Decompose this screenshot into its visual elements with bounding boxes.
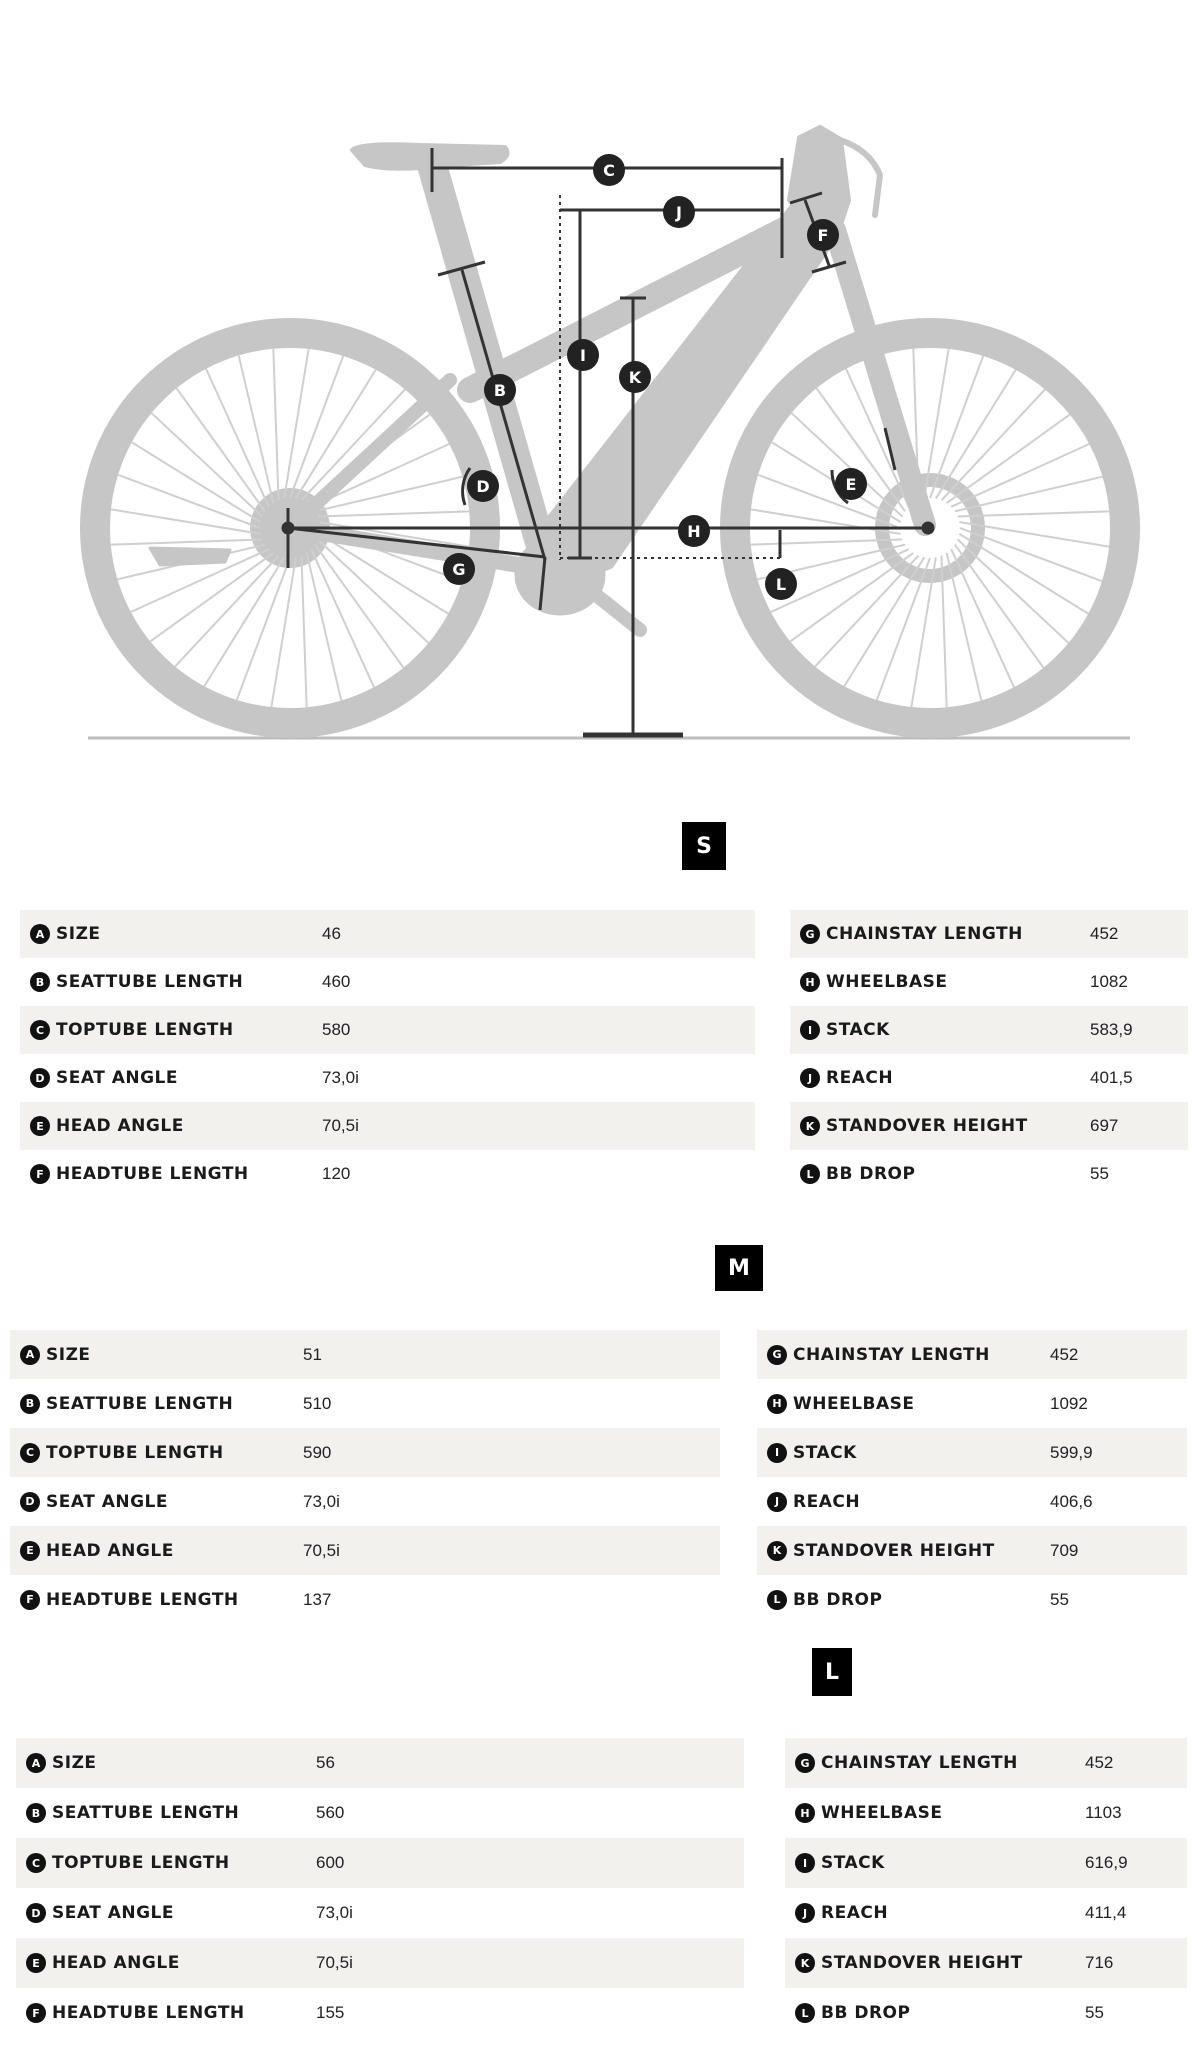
measure-letter-icon: I: [800, 1020, 820, 1040]
measure-letter-icon: H: [767, 1394, 787, 1414]
measure-value: 51: [303, 1344, 322, 1364]
measure-label: SEAT ANGLE: [46, 1491, 168, 1512]
geometry-row: [10, 1330, 720, 1379]
measure-label: STACK: [793, 1442, 857, 1463]
measure-label: SIZE: [56, 924, 101, 944]
measure-value: 73,0i: [322, 1068, 359, 1087]
wheel-spoke: [111, 539, 263, 544]
wheel-spoke: [111, 509, 261, 533]
measure-letter-icon: I: [767, 1443, 787, 1463]
geometry-row: [10, 1575, 720, 1624]
geometry-row: [10, 1379, 720, 1428]
geometry-row: [16, 1938, 744, 1988]
measure-value: 73,0i: [303, 1491, 340, 1511]
wheel-spoke: [758, 475, 900, 528]
wheel-spoke: [951, 549, 1014, 687]
wheel-spoke: [318, 511, 470, 516]
measure-value: 1082: [1090, 972, 1128, 991]
measure-value: 580: [322, 1020, 351, 1039]
measure-value: 590: [303, 1442, 332, 1462]
measure-letter-icon: A: [30, 924, 50, 944]
measure-value: 120: [322, 1164, 351, 1183]
measure-label: WHEELBASE: [793, 1393, 915, 1414]
measure-label: REACH: [793, 1491, 861, 1512]
measure-value: 616,9: [1085, 1853, 1128, 1872]
measure-value: 697: [1090, 1116, 1119, 1135]
measure-letter-icon: A: [20, 1345, 40, 1365]
measure-label: TOPTUBE LENGTH: [46, 1442, 224, 1463]
measure-letter-icon: G: [800, 924, 820, 944]
measure-letter-icon: B: [26, 1803, 46, 1823]
measure-value: 406,6: [1050, 1491, 1093, 1511]
marker-l-label: L: [775, 575, 787, 594]
geometry-row: [757, 1477, 1187, 1526]
wheel-spoke: [951, 444, 1089, 507]
measure-value: 716: [1085, 1953, 1114, 1972]
measure-value: 510: [303, 1393, 332, 1413]
measure-label: TOPTUBE LENGTH: [56, 1020, 234, 1040]
size-badge-s[interactable]: S: [682, 822, 726, 870]
measure-letter-icon: E: [30, 1116, 50, 1136]
measure-label: BB DROP: [826, 1164, 916, 1184]
measure-letter-icon: F: [30, 1164, 50, 1184]
geometry-table-right: [757, 1330, 1187, 1624]
geometry-row: [757, 1379, 1187, 1428]
measure-letter-icon: G: [767, 1345, 787, 1365]
measure-label: STANDOVER HEIGHT: [821, 1953, 1023, 1973]
marker-f-label: F: [817, 226, 829, 245]
measure-value: 1103: [1085, 1803, 1122, 1822]
geometry-row: [785, 1938, 1187, 1988]
measure-label: CHAINSTAY LENGTH: [826, 924, 1023, 944]
measure-letter-icon: J: [767, 1492, 787, 1512]
measure-label: SEATTUBE LENGTH: [52, 1803, 240, 1823]
measure-letter-icon: B: [20, 1394, 40, 1414]
measure-label: SEAT ANGLE: [52, 1903, 174, 1923]
measure-value: 56: [316, 1753, 335, 1772]
measure-letter-icon: F: [26, 2003, 46, 2023]
measure-letter-icon: K: [767, 1541, 787, 1561]
marker-k-label: K: [628, 368, 642, 387]
geometry-row: [20, 1006, 755, 1054]
measure-letter-icon: A: [26, 1753, 46, 1773]
measure-letter-icon: D: [30, 1068, 50, 1088]
measure-label: TOPTUBE LENGTH: [52, 1853, 230, 1873]
geometry-row: [757, 1526, 1187, 1575]
measure-letter-icon: I: [795, 1853, 815, 1873]
marker-i-label: I: [580, 346, 586, 365]
measure-value: 73,0i: [316, 1903, 353, 1922]
measure-label: SIZE: [46, 1344, 91, 1365]
measure-letter-icon: L: [800, 1164, 820, 1184]
marker-b-label: B: [493, 381, 507, 400]
wheel-spoke: [118, 475, 260, 528]
measure-label: SEATTUBE LENGTH: [46, 1393, 234, 1414]
measure-label: SEAT ANGLE: [56, 1068, 178, 1088]
measure-label: HEADTUBE LENGTH: [46, 1589, 239, 1610]
measure-value: 460: [322, 972, 351, 991]
measure-label: CHAINSTAY LENGTH: [793, 1344, 990, 1365]
geometry-row: [785, 1888, 1187, 1938]
wheel-spoke: [206, 369, 269, 507]
geometry-row: [10, 1526, 720, 1575]
wheel-spoke: [237, 558, 290, 700]
geometry-row: [20, 1054, 755, 1102]
measure-value: 709: [1050, 1540, 1079, 1560]
measure-value: 70,5i: [303, 1540, 340, 1560]
measure-value: 70,5i: [322, 1116, 359, 1135]
measure-value: 452: [1090, 924, 1119, 943]
measure-letter-icon: L: [767, 1590, 787, 1610]
geometry-row: [16, 1738, 744, 1788]
geometry-row: [790, 958, 1188, 1006]
measure-letter-icon: J: [795, 1903, 815, 1923]
measure-label: STACK: [826, 1020, 890, 1040]
wheel-spoke: [930, 356, 983, 498]
measure-letter-icon: B: [30, 972, 50, 992]
marker-g-label: G: [452, 560, 466, 579]
measure-letter-icon: H: [795, 1803, 815, 1823]
geometry-row: [790, 910, 1188, 958]
measure-letter-icon: D: [26, 1903, 46, 1923]
measure-label: SIZE: [52, 1753, 97, 1773]
marker-d-label: D: [476, 477, 490, 496]
size-badge-l[interactable]: L: [812, 1648, 852, 1696]
geometry-row: [785, 1988, 1187, 2038]
marker-h-label: H: [687, 522, 701, 541]
measure-label: REACH: [821, 1903, 889, 1923]
geometry-row: [20, 1102, 755, 1150]
measure-label: STACK: [821, 1853, 885, 1873]
measure-letter-icon: H: [800, 972, 820, 992]
geometry-row: [20, 958, 755, 1006]
measure-label: HEAD ANGLE: [52, 1953, 180, 1973]
measure-letter-icon: C: [20, 1443, 40, 1463]
geometry-row: [785, 1838, 1187, 1888]
geometry-row: [790, 1102, 1188, 1150]
geometry-row: [10, 1428, 720, 1477]
wheel-spoke: [311, 549, 374, 687]
measure-label: REACH: [826, 1068, 894, 1088]
measure-letter-icon: D: [20, 1492, 40, 1512]
measure-value: 411,4: [1085, 1903, 1127, 1922]
measure-label: STANDOVER HEIGHT: [826, 1116, 1028, 1136]
geometry-row: [757, 1428, 1187, 1477]
wheel-spoke: [960, 528, 1102, 581]
geometry-row: [16, 1988, 744, 2038]
geometry-row: [790, 1006, 1188, 1054]
geometry-row: [785, 1738, 1187, 1788]
measure-label: CHAINSTAY LENGTH: [821, 1753, 1018, 1773]
geometry-row: [20, 1150, 755, 1198]
measure-value: 46: [322, 924, 341, 943]
wheel-spoke: [877, 558, 930, 700]
geometry-table-right: [785, 1738, 1187, 2038]
measure-label: SEATTUBE LENGTH: [56, 972, 244, 992]
measure-label: BB DROP: [793, 1589, 883, 1610]
marker-e-label: E: [845, 475, 857, 494]
measure-value: 55: [1050, 1589, 1069, 1609]
geometry-row: [10, 1477, 720, 1526]
measure-letter-icon: J: [800, 1068, 820, 1088]
measure-label: HEADTUBE LENGTH: [56, 1164, 249, 1184]
marker-j-label: J: [676, 203, 682, 222]
wheel-spoke: [284, 349, 308, 499]
geometry-row: [16, 1888, 744, 1938]
measure-value: 55: [1090, 1164, 1109, 1183]
measure-letter-icon: C: [26, 1853, 46, 1873]
geometry-table-right: [790, 910, 1188, 1198]
size-badge-m[interactable]: M: [715, 1245, 763, 1291]
measure-value: 452: [1050, 1344, 1079, 1364]
measure-value: 560: [316, 1803, 345, 1822]
geometry-row: [790, 1054, 1188, 1102]
measure-letter-icon: K: [800, 1116, 820, 1136]
wheel-spoke: [271, 557, 295, 707]
measure-value: 600: [316, 1853, 345, 1872]
geometry-row: [785, 1788, 1187, 1838]
measure-value: 155: [316, 2003, 345, 2022]
measure-value: 452: [1085, 1753, 1114, 1772]
measure-label: HEADTUBE LENGTH: [52, 2003, 245, 2023]
measure-value: 1092: [1050, 1393, 1088, 1413]
geometry-row: [757, 1330, 1187, 1379]
geometry-row: [16, 1788, 744, 1838]
measure-letter-icon: G: [795, 1753, 815, 1773]
measure-value: 401,5: [1090, 1068, 1133, 1087]
marker-c-label: C: [603, 161, 615, 180]
measure-label: WHEELBASE: [826, 972, 948, 992]
measure-letter-icon: E: [26, 1953, 46, 1973]
measure-letter-icon: C: [30, 1020, 50, 1040]
measure-label: WHEELBASE: [821, 1803, 943, 1823]
measure-value: 55: [1085, 2003, 1104, 2022]
measure-letter-icon: E: [20, 1541, 40, 1561]
measure-letter-icon: L: [795, 2003, 815, 2023]
wheel-spoke: [273, 349, 278, 501]
measure-value: 583,9: [1090, 1020, 1133, 1039]
geometry-row: [16, 1838, 744, 1888]
measure-value: 137: [303, 1589, 332, 1609]
geometry-row: [757, 1575, 1187, 1624]
bike-geometry-diagram: [0, 0, 1200, 790]
geometry-table-left: [16, 1738, 744, 2038]
measure-label: HEAD ANGLE: [56, 1116, 184, 1136]
measure-letter-icon: F: [20, 1590, 40, 1610]
measure-label: STANDOVER HEIGHT: [793, 1540, 995, 1561]
measure-value: 599,9: [1050, 1442, 1093, 1462]
geometry-table-left: [20, 910, 755, 1198]
measure-label: HEAD ANGLE: [46, 1540, 174, 1561]
geometry-row: [20, 910, 755, 958]
measure-letter-icon: K: [795, 1953, 815, 1973]
geometry-table-left: [10, 1330, 720, 1624]
wheel-spoke: [301, 556, 306, 708]
measure-value: 70,5i: [316, 1953, 353, 1972]
geometry-row: [790, 1150, 1188, 1198]
measure-label: BB DROP: [821, 2003, 911, 2023]
